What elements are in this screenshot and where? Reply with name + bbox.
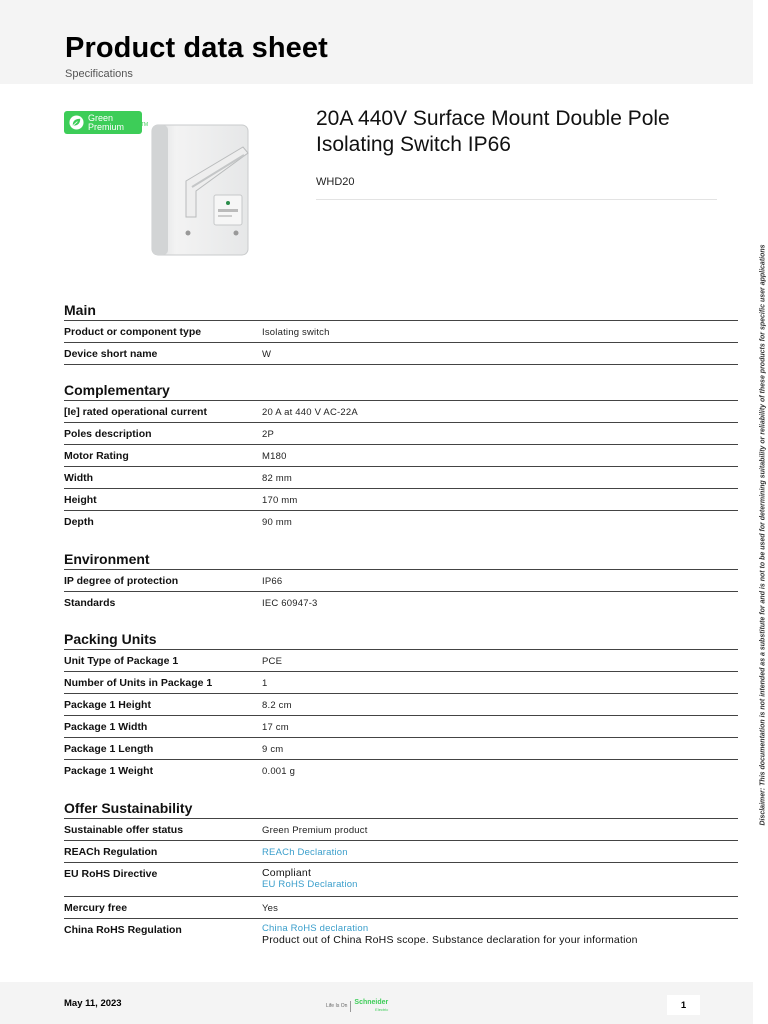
spec-row <box>64 694 738 716</box>
schneider-logo <box>326 999 388 1013</box>
spec-value: Yes <box>262 903 279 914</box>
spec-row <box>64 321 738 343</box>
spec-value: 0.001 g <box>262 766 296 777</box>
spec-label: Motor Rating <box>64 450 129 462</box>
page-number: 1 <box>667 995 700 1015</box>
spec-row <box>64 738 738 760</box>
spec-row <box>64 819 738 841</box>
spec-label: Package 1 Height <box>64 699 151 711</box>
rohs-status: Compliant <box>262 867 312 879</box>
spec-label: Mercury free <box>64 902 128 914</box>
spec-row <box>64 841 738 863</box>
document-subtitle: Specifications <box>65 68 133 80</box>
spec-value: IEC 60947-3 <box>262 598 318 609</box>
spec-row <box>64 489 738 511</box>
logo-brand-name: Schneider <box>354 999 389 1006</box>
reach-declaration-link[interactable]: REACh Declaration <box>262 847 348 858</box>
spec-row <box>64 445 738 467</box>
spec-row <box>64 863 738 897</box>
spec-label: Package 1 Length <box>64 743 154 755</box>
logo-brand-sub: Electric <box>375 1007 389 1012</box>
section-title: Offer Sustainability <box>64 800 193 816</box>
spec-row <box>64 650 738 672</box>
spec-label: Standards <box>64 597 116 609</box>
spec-value: Isolating switch <box>262 327 330 338</box>
spec-row <box>64 570 738 592</box>
footer-date: May 11, 2023 <box>64 998 122 1009</box>
spec-label: [Ie] rated operational current <box>64 406 207 418</box>
spec-label: Product or component type <box>64 326 202 338</box>
spec-row <box>64 343 738 365</box>
section-title: Complementary <box>64 382 170 398</box>
section-complementary <box>64 381 738 533</box>
china-rohs-declaration-link[interactable]: China RoHS declaration <box>262 923 369 934</box>
logo-brand <box>354 999 388 1013</box>
spec-value: W <box>262 349 272 360</box>
section-packing-units <box>64 630 738 782</box>
spec-value: 90 mm <box>262 517 293 528</box>
badge-line-2: Premium <box>88 121 125 132</box>
logo-separator <box>350 1001 351 1012</box>
spec-row <box>64 592 738 614</box>
section-title: Main <box>64 302 96 318</box>
spec-row <box>64 672 738 694</box>
spec-label: Poles description <box>64 428 152 440</box>
disclaimer-text: Disclaimer: This documentation is not intended as a substitute for and is not to be used for determining suitability or reliability of these products for specific user applications <box>759 244 767 826</box>
leaf-icon <box>69 115 84 130</box>
spec-label: Device short name <box>64 348 158 360</box>
spec-label: REACh Regulation <box>64 846 158 858</box>
spec-row <box>64 511 738 533</box>
spec-value: 20 A at 440 V AC-22A <box>262 407 358 418</box>
badge-trademark: TM <box>140 122 148 128</box>
spec-value: 2P <box>262 429 275 440</box>
spec-label: Height <box>64 494 97 506</box>
badge-line-1: Green <box>88 112 114 123</box>
section-title: Environment <box>64 551 150 567</box>
section-environment <box>64 550 738 614</box>
spec-value: M180 <box>262 451 287 462</box>
badge-text <box>88 114 124 132</box>
spec-row <box>64 919 738 953</box>
spec-label: Package 1 Width <box>64 721 148 733</box>
product-reference: WHD20 <box>316 176 355 188</box>
spec-value: IP66 <box>262 576 283 587</box>
section-offer-sustainability <box>64 799 738 953</box>
product-title: 20A 440V Surface Mount Double Pole Isolating Switch IP66 <box>316 107 670 156</box>
spec-label: Sustainable offer status <box>64 824 184 836</box>
section-main <box>64 301 738 365</box>
section-title: Packing Units <box>64 631 157 647</box>
spec-row <box>64 401 738 423</box>
spec-label: IP degree of protection <box>64 575 179 587</box>
spec-row <box>64 897 738 919</box>
spec-label: Depth <box>64 516 94 528</box>
china-rohs-note: Product out of China RoHS scope. Substance declaration for your information <box>262 934 638 946</box>
spec-value <box>262 919 738 953</box>
product-image <box>148 121 256 261</box>
spec-label: Unit Type of Package 1 <box>64 655 179 667</box>
logo-tagline: Life Is On <box>326 1003 348 1009</box>
spec-row <box>64 467 738 489</box>
spec-label: EU RoHS Directive <box>64 868 158 880</box>
spec-value: 17 cm <box>262 722 289 733</box>
spec-value: 8.2 cm <box>262 700 292 711</box>
title-divider <box>316 199 717 200</box>
green-premium-badge <box>64 111 148 134</box>
spec-row <box>64 423 738 445</box>
eu-rohs-declaration-link[interactable]: EU RoHS Declaration <box>262 879 358 890</box>
document-title: Product data sheet <box>65 32 328 64</box>
spec-row <box>64 716 738 738</box>
spec-value: 82 mm <box>262 473 293 484</box>
spec-label: China RoHS Regulation <box>64 924 182 936</box>
disclaimer <box>756 244 768 826</box>
spec-value: 1 <box>262 678 268 689</box>
spec-value: Green Premium product <box>262 825 368 836</box>
spec-row <box>64 760 738 782</box>
spec-value: 170 mm <box>262 495 298 506</box>
spec-value: PCE <box>262 656 283 667</box>
spec-value: 9 cm <box>262 744 284 755</box>
spec-value <box>262 841 738 862</box>
spec-label: Width <box>64 472 94 484</box>
spec-label: Package 1 Weight <box>64 765 154 777</box>
spec-value <box>262 863 738 896</box>
spec-label: Number of Units in Package 1 <box>64 677 213 689</box>
